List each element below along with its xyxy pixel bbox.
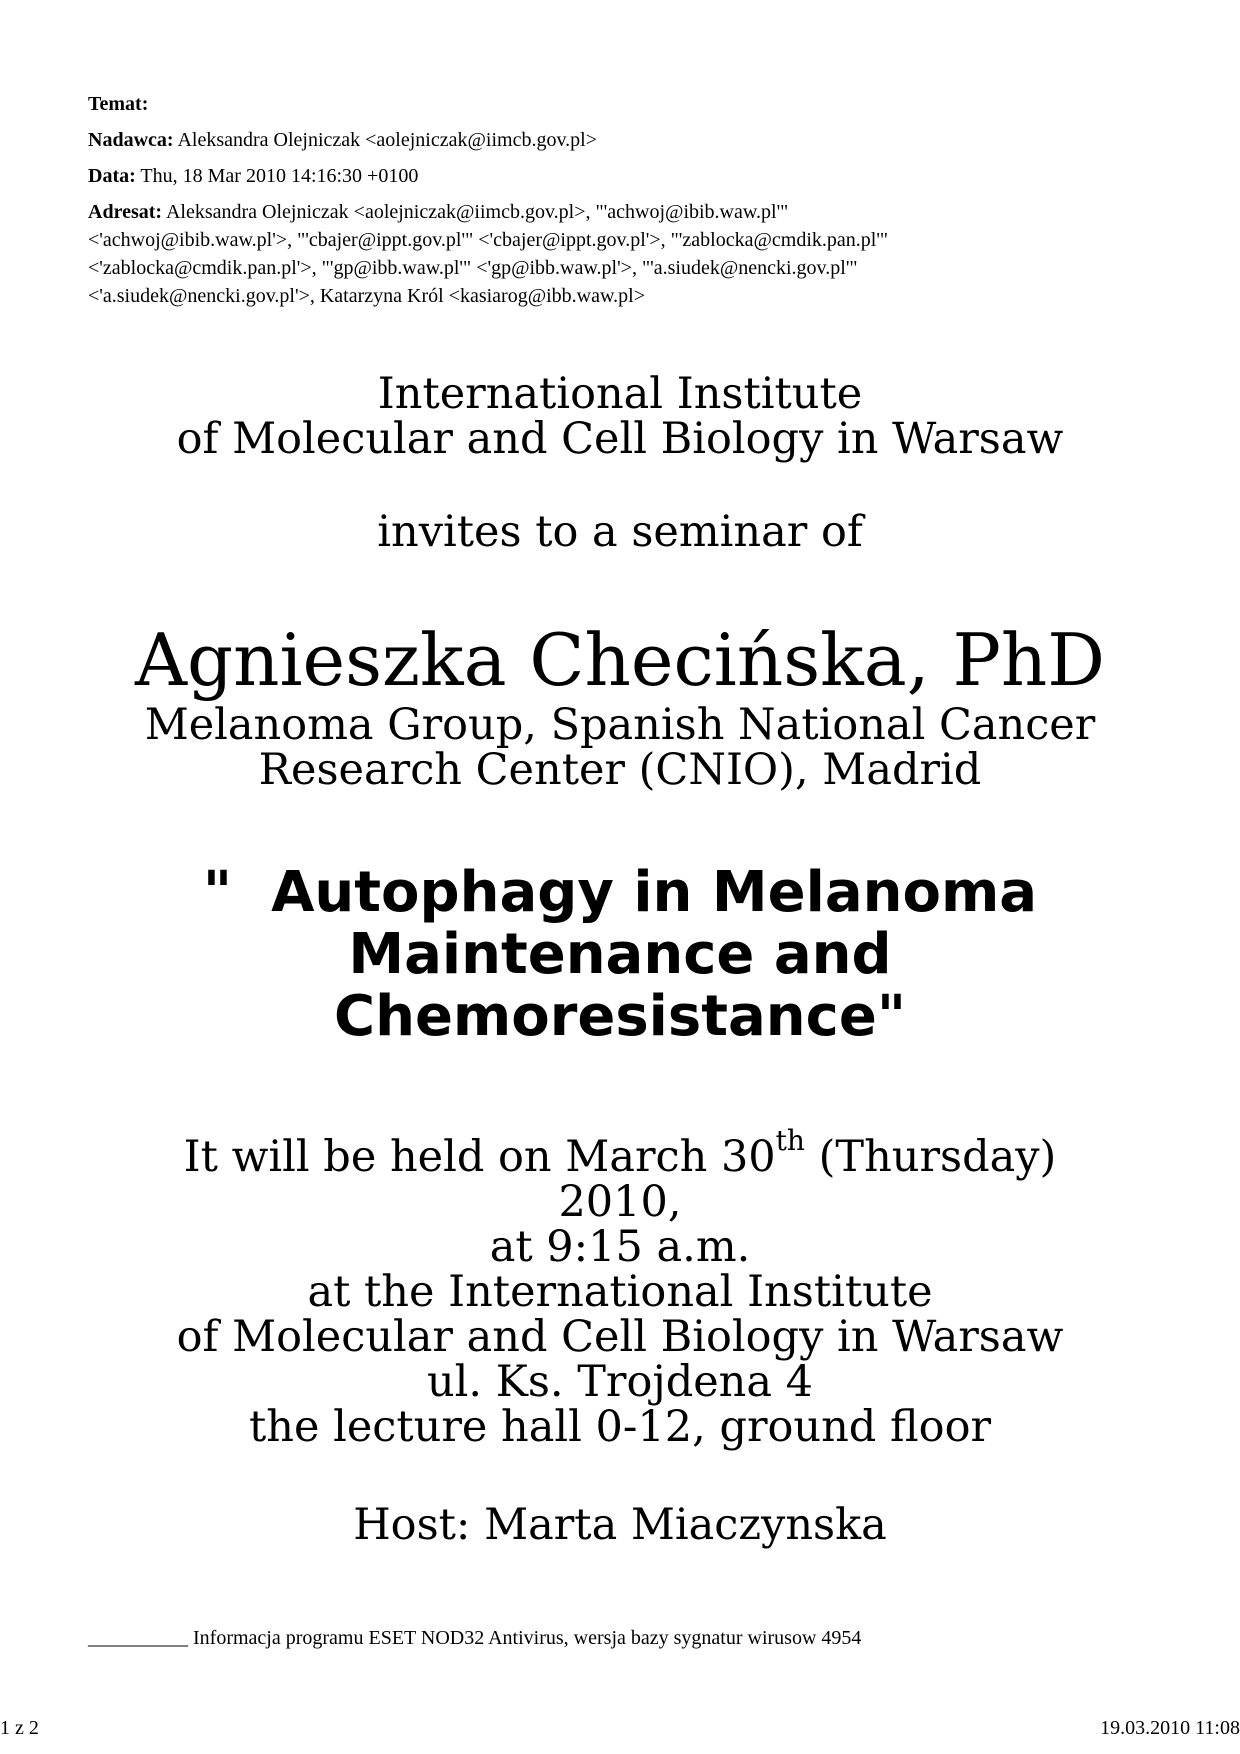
invitation-text: invites to a seminar of — [377, 507, 863, 557]
event-date-prefix: It will be held on March 30 — [183, 1132, 776, 1182]
event-date-line — [0, 1123, 1240, 1182]
institute-line-1: International Institute — [377, 369, 863, 419]
date-value: Thu, 18 Mar 2010 14:16:30 +0100 — [140, 165, 419, 187]
recipient-line-3: <'zablocka@cmdik.pan.pl'>, "'gp@ibb.waw.pl'" <'gp@ibb.waw.pl'>, "'a.siudek@nencki.gov.pl'" — [88, 257, 858, 279]
recipient-line-2: <'achwoj@ibib.waw.pl'>, "'cbajer@ippt.gov.pl'" <'cbajer@ippt.gov.pl'>, "'zablocka@cmdik.pan.pl'" — [88, 229, 889, 251]
date-label: Data: — [88, 165, 136, 187]
subject-row — [88, 90, 1168, 118]
event-date-ordinal: th — [775, 1123, 805, 1157]
institute-name — [0, 369, 1240, 464]
recipient-label: Adresat: — [88, 201, 163, 223]
print-timestamp: 19.03.2010 11:08 — [1100, 1717, 1240, 1739]
email-header — [88, 90, 1168, 310]
event-venue-line-1: at the International Institute — [307, 1267, 933, 1317]
page-indicator: 1 z 2 — [0, 1717, 39, 1739]
event-address: ul. Ks. Trojdena 4 — [426, 1357, 814, 1407]
sender-value: Aleksandra Olejniczak <aolejniczak@iimcb.gov.pl> — [177, 129, 597, 151]
event-room: the lecture hall 0-12, ground floor — [248, 1402, 992, 1452]
event-date-suffix: (Thursday) — [804, 1132, 1057, 1182]
affiliation-line-2: Research Center (CNIO), Madrid — [258, 745, 982, 795]
event-venue-line-2: of Molecular and Cell Biology in Warsaw — [176, 1312, 1064, 1362]
sender-label: Nadawca: — [88, 129, 174, 151]
recipient-row — [88, 198, 1168, 310]
event-year: 2010, — [558, 1177, 682, 1227]
event-details — [0, 1123, 1240, 1452]
event-time: at 9:15 a.m. — [489, 1222, 751, 1272]
talk-title-line-2: Maintenance and — [348, 922, 892, 987]
date-row — [88, 162, 1168, 190]
speaker-affiliation — [0, 700, 1240, 795]
institute-line-2: of Molecular and Cell Biology in Warsaw — [176, 414, 1064, 464]
affiliation-line-1: Melanoma Group, Spanish National Cancer — [144, 700, 1096, 750]
sender-row — [88, 126, 1168, 154]
talk-title — [0, 862, 1240, 1048]
subject-label: Temat: — [88, 93, 149, 115]
talk-title-line-1: " Autophagy in Melanoma — [202, 860, 1038, 925]
recipient-line-1: Aleksandra Olejniczak <aolejniczak@iimcb.gov.pl>, "'achwoj@ibib.waw.pl'" — [165, 201, 789, 223]
recipient-line-4: <'a.siudek@nencki.gov.pl'>, Katarzyna Król <kasiarog@ibb.waw.pl> — [88, 285, 645, 307]
speaker-name: Agnieszka Checińska, PhD — [134, 618, 1106, 702]
talk-title-line-3: Chemoresistance" — [333, 984, 906, 1049]
antivirus-note: __________ Informacja programu ESET NOD32 Antivirus, wersja bazy sygnatur wirusow 4954 — [88, 1627, 862, 1649]
host-name: Host: Marta Miaczynska — [353, 1500, 887, 1550]
